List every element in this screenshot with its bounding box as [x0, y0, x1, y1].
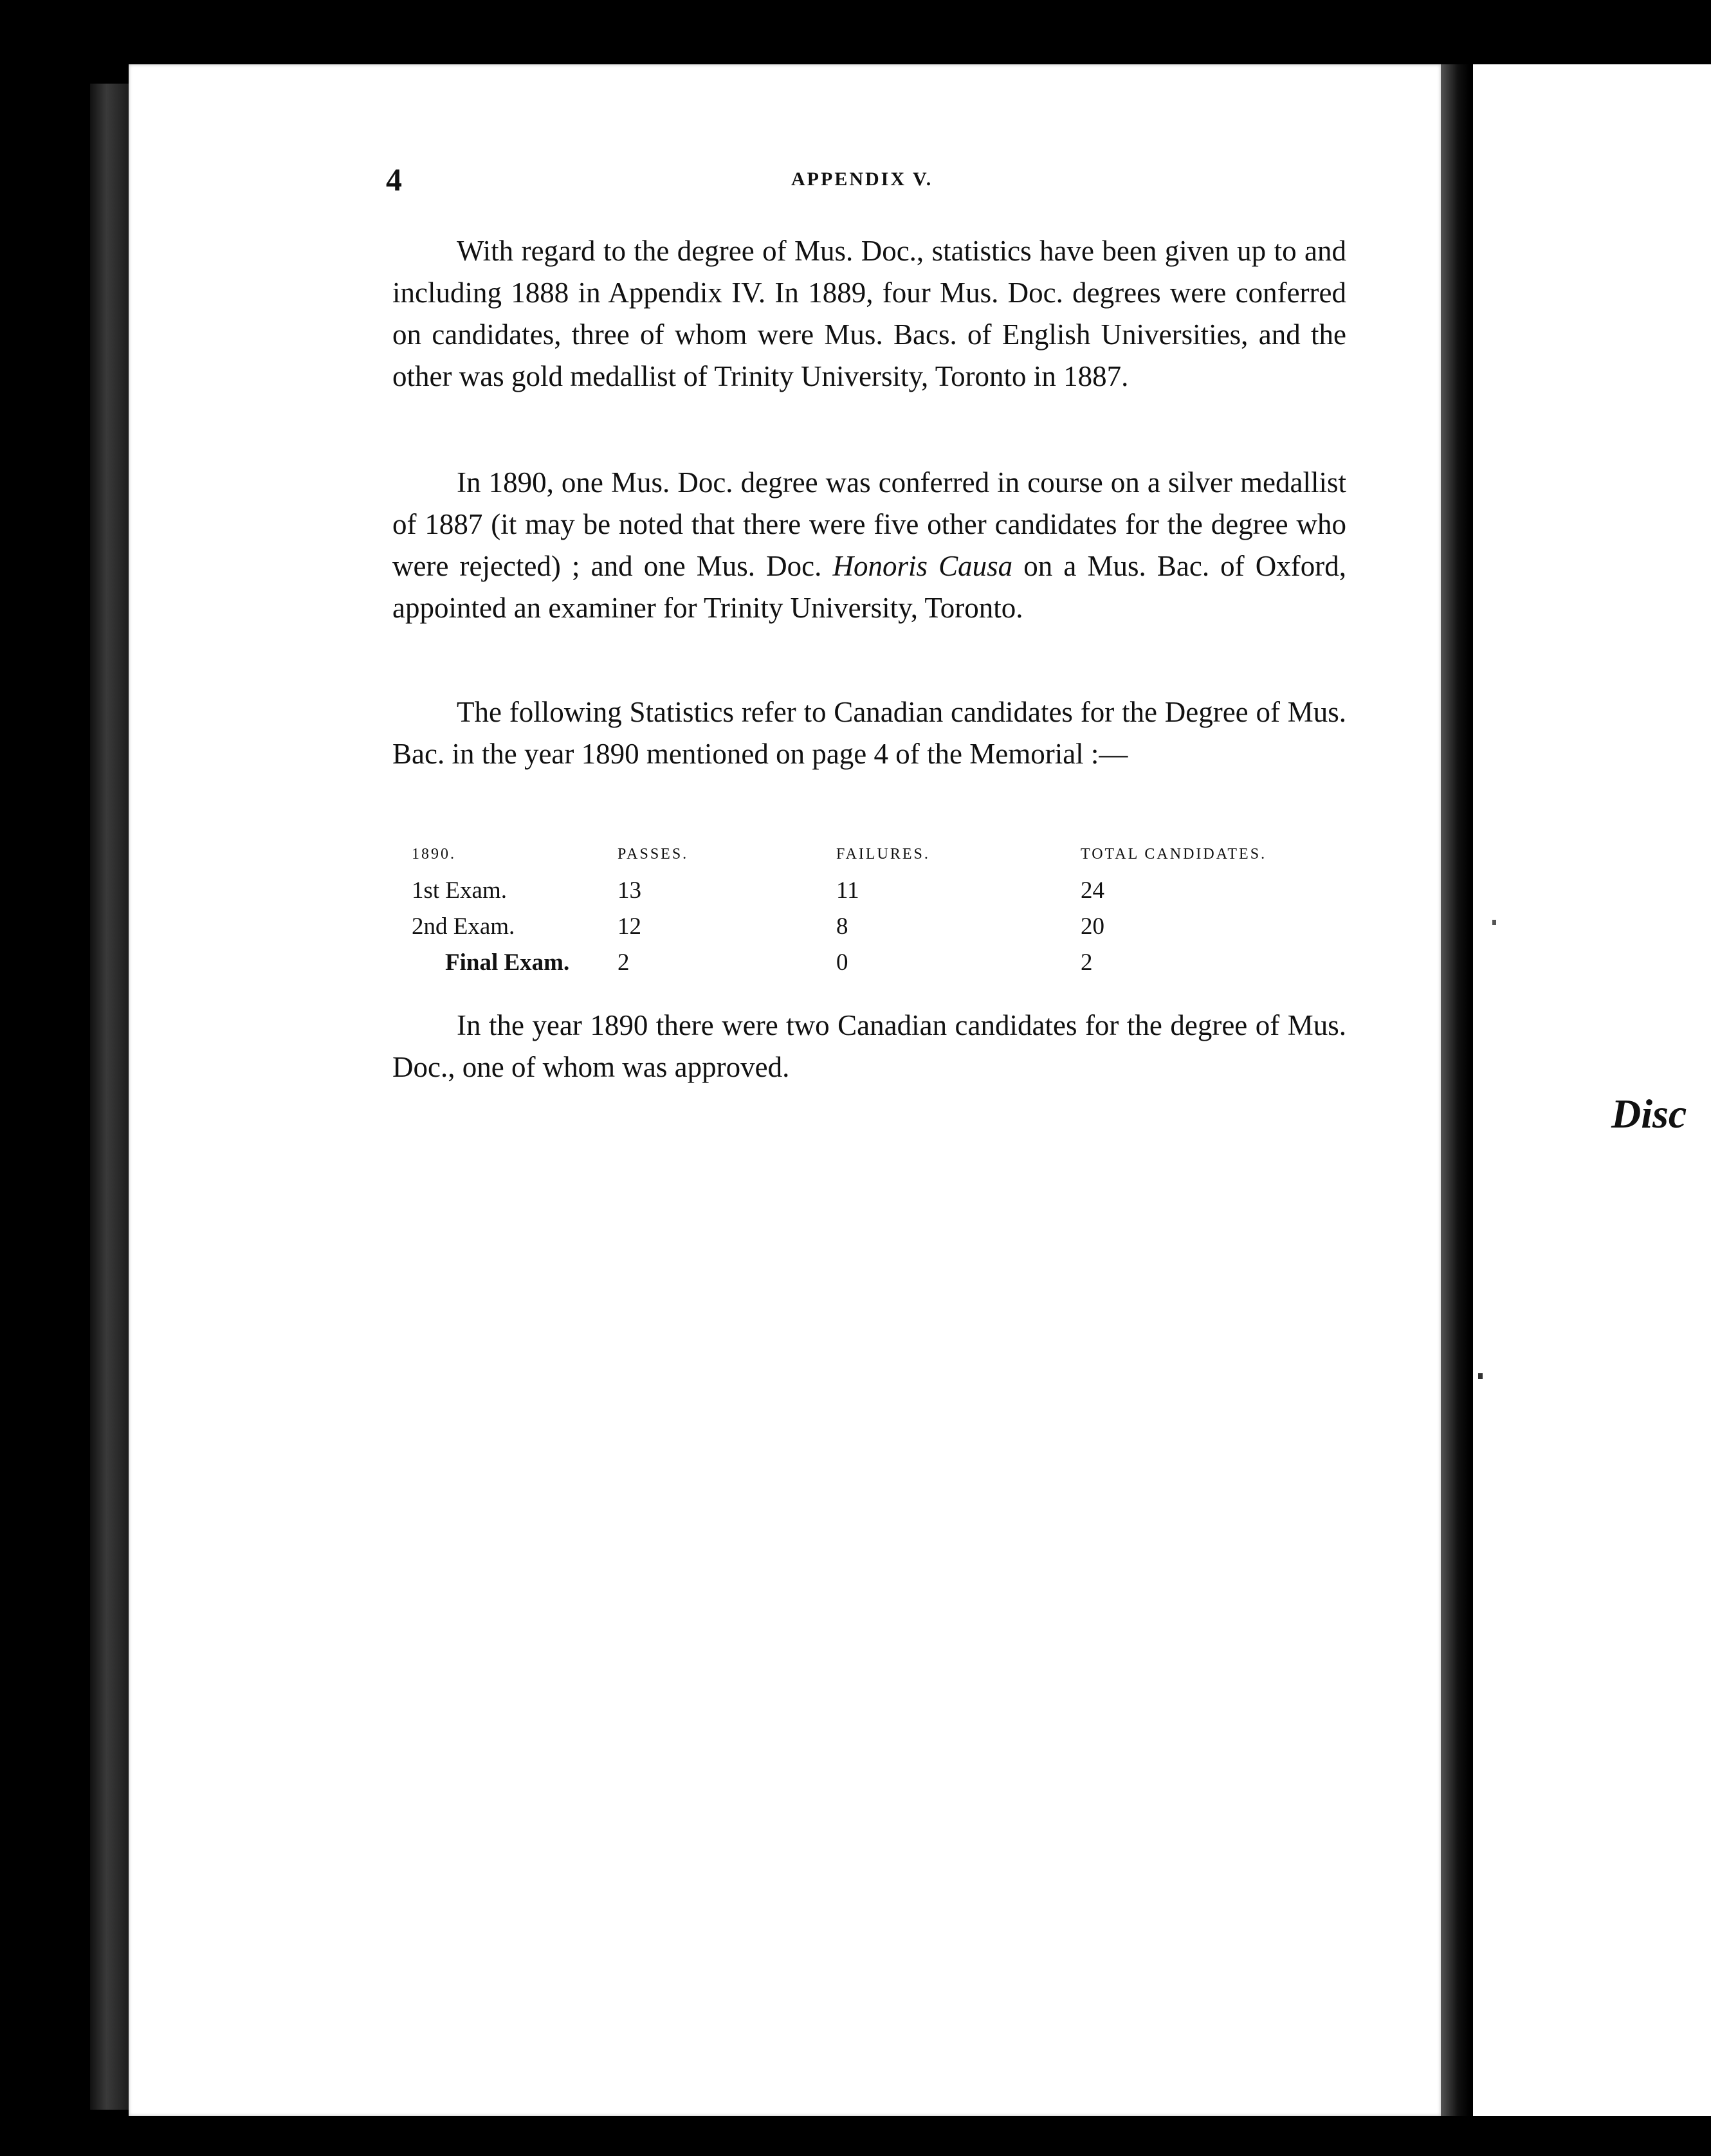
row-label: 1st Exam.	[412, 877, 507, 904]
cell-passes: 13	[618, 877, 641, 904]
table-row	[412, 872, 1351, 908]
page-gutter	[1441, 64, 1469, 2116]
header-passes: PASSES.	[618, 845, 689, 863]
table-row	[412, 908, 1351, 944]
paragraph-statistics-intro: The following Statistics refer to Canadian candidates for the Degree of Mus. Bac. in the year 1890 mentioned on page 4 of the Memorial :—	[392, 696, 1346, 770]
cell-failures: 0	[836, 949, 848, 976]
header-failures: FAILURES.	[836, 845, 930, 863]
cell-failures: 11	[836, 877, 859, 904]
speck-mark	[1492, 920, 1496, 925]
row-label: Final Exam.	[445, 949, 570, 976]
running-head: APPENDIX V.	[791, 169, 933, 190]
table-header-row	[412, 836, 1351, 872]
statistics-table	[412, 836, 1351, 980]
row-label: 2nd Exam.	[412, 913, 515, 940]
right-page	[1473, 64, 1711, 2116]
header-year: 1890.	[412, 845, 456, 863]
paragraph-text: In 1890, one Mus. Doc. degree was conferred in course on a silver medallist of 1887 (it may be noted that there were five other candidates for the degree who were rejected) ; and one Mus. Doc.	[392, 466, 1346, 582]
facing-page-fragment: Disc	[1611, 1091, 1687, 1137]
paragraph-1890-degrees	[392, 462, 1346, 629]
speck-mark	[1478, 1373, 1483, 1379]
book-spine-edge	[90, 84, 131, 2110]
paragraph-mus-doc-1890: In the year 1890 there were two Canadian candidates for the degree of Mus. Doc., one of whom was approved.	[392, 1009, 1346, 1083]
cell-passes: 2	[618, 949, 630, 976]
table-row	[412, 944, 1351, 980]
cell-total: 2	[1081, 949, 1093, 976]
cell-total: 24	[1081, 877, 1104, 904]
header-total-candidates: TOTAL CANDIDATES.	[1081, 845, 1267, 863]
page-number: 4	[386, 161, 402, 197]
paragraph-mus-doc-statistics: With regard to the degree of Mus. Doc., statistics have been given up to and including 1888 in Appendix IV. In 1889, four Mus. Doc. degrees were conferred on candidates, three of whom were Mus. Bacs. of English Universities, and the other was gold medallist of Trinity University, Toronto in 1887.	[392, 235, 1346, 392]
paragraph-text: on a Mus. Bac. of Oxford, appointed an examiner for Trinity University, Toronto.	[392, 550, 1346, 624]
honoris-causa-italic: Honoris Causa	[832, 550, 1013, 582]
cell-passes: 12	[618, 913, 641, 940]
cell-total: 20	[1081, 913, 1104, 940]
cell-failures: 8	[836, 913, 848, 940]
